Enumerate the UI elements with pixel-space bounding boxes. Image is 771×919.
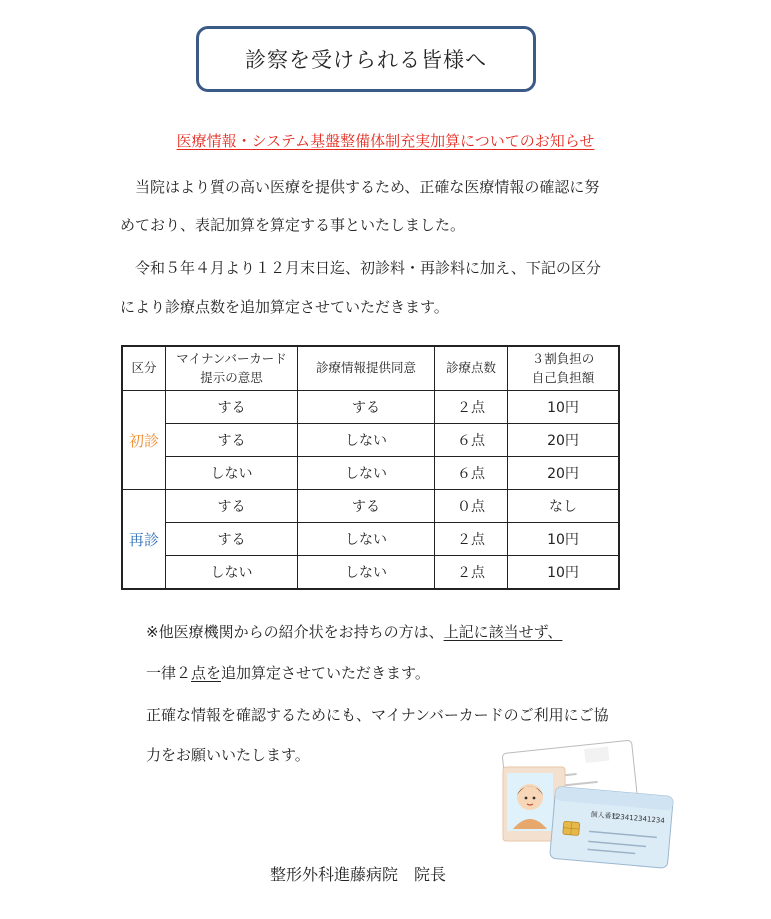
category-first-visit: 初診 xyxy=(122,391,166,490)
cell-consent: しない xyxy=(298,424,435,457)
header-card-line2: 提示の意思 xyxy=(200,369,263,385)
cell-cost: 20円 xyxy=(508,424,620,457)
table-header-row xyxy=(122,346,619,391)
id-card xyxy=(550,786,674,868)
card-number: 123412341234 xyxy=(611,812,666,825)
cell-card: する xyxy=(166,523,298,556)
category-revisit: 再診 xyxy=(122,490,166,590)
page-title: 診察を受けられる皆様へ xyxy=(245,48,487,72)
header-points: 診療点数 xyxy=(435,346,508,391)
note-line-2-prefix: 一律２ xyxy=(146,664,192,682)
signature: 整形外科進藤病院 院長 xyxy=(270,865,447,884)
cell-card: する xyxy=(166,424,298,457)
cell-points: ２点 xyxy=(435,556,508,590)
note-line-1 xyxy=(146,621,562,642)
cell-points: ０点 xyxy=(435,490,508,523)
table-row xyxy=(122,424,619,457)
intro-paragraph-line-2: めており、表記加算を算定する事といたしました。 xyxy=(120,216,466,234)
cell-cost: 10円 xyxy=(508,556,620,590)
note-line-2-suffix: 追加算定させていただきます。 xyxy=(221,664,430,682)
cell-points: ６点 xyxy=(435,424,508,457)
cell-points: ２点 xyxy=(435,391,508,424)
header-cost-line2: 自己負担額 xyxy=(531,369,595,385)
cell-consent: しない xyxy=(298,457,435,490)
note-line-3: 正確な情報を確認するためにも、マイナンバーカードのご利用にご協 xyxy=(146,706,609,724)
cell-consent: する xyxy=(298,391,435,424)
header-card-intent xyxy=(166,346,298,391)
header-card-line1: マイナンバーカード xyxy=(176,351,287,367)
note-line-4: 力をお願いいたします。 xyxy=(146,746,310,764)
table-row xyxy=(122,457,619,490)
note-line-1-prefix: ※他医療機関からの紹介状をお持ちの方は、 xyxy=(146,623,444,641)
cell-points: ６点 xyxy=(435,457,508,490)
notice-heading: 医療情報・システム基盤整備体制充実加算についてのお知らせ xyxy=(176,132,595,150)
card-label: 個人番号 xyxy=(590,810,619,821)
intro-paragraph-line-3: 令和５年４月より１２月末日迄、初診料・再診料に加え、下記の区分 xyxy=(120,259,601,277)
cell-consent: する xyxy=(298,490,435,523)
cell-points: ２点 xyxy=(435,523,508,556)
note-line-2 xyxy=(146,662,430,683)
table-row xyxy=(122,391,619,424)
note-line-2-underlined: 点を xyxy=(191,664,222,682)
fee-table xyxy=(121,345,620,590)
header-cost-line1: ３割負担の xyxy=(531,351,595,367)
cell-cost: 10円 xyxy=(508,391,620,424)
page-title-box xyxy=(196,26,536,92)
header-category: 区分 xyxy=(122,346,166,391)
cell-cost: 20円 xyxy=(508,457,620,490)
cell-card: しない xyxy=(166,457,298,490)
header-cost xyxy=(508,346,620,391)
cell-cost: なし xyxy=(508,490,620,523)
note-line-1-underlined: 上記に該当せず、 xyxy=(443,623,563,641)
intro-paragraph-line-1: 当院はより質の高い医療を提供するため、正確な医療情報の確認に努 xyxy=(120,178,600,196)
intro-paragraph-line-4: により診療点数を追加算定させていただきます。 xyxy=(120,298,449,316)
cell-card: する xyxy=(166,490,298,523)
table-row xyxy=(122,556,619,590)
table-row xyxy=(122,490,619,523)
cell-card: する xyxy=(166,391,298,424)
header-consent: 診療情報提供同意 xyxy=(298,346,435,391)
table-row xyxy=(122,523,619,556)
cell-consent: しない xyxy=(298,523,435,556)
cell-cost: 10円 xyxy=(508,523,620,556)
my-number-card-illustration xyxy=(497,733,675,873)
cell-consent: しない xyxy=(298,556,435,590)
cell-card: しない xyxy=(166,556,298,590)
